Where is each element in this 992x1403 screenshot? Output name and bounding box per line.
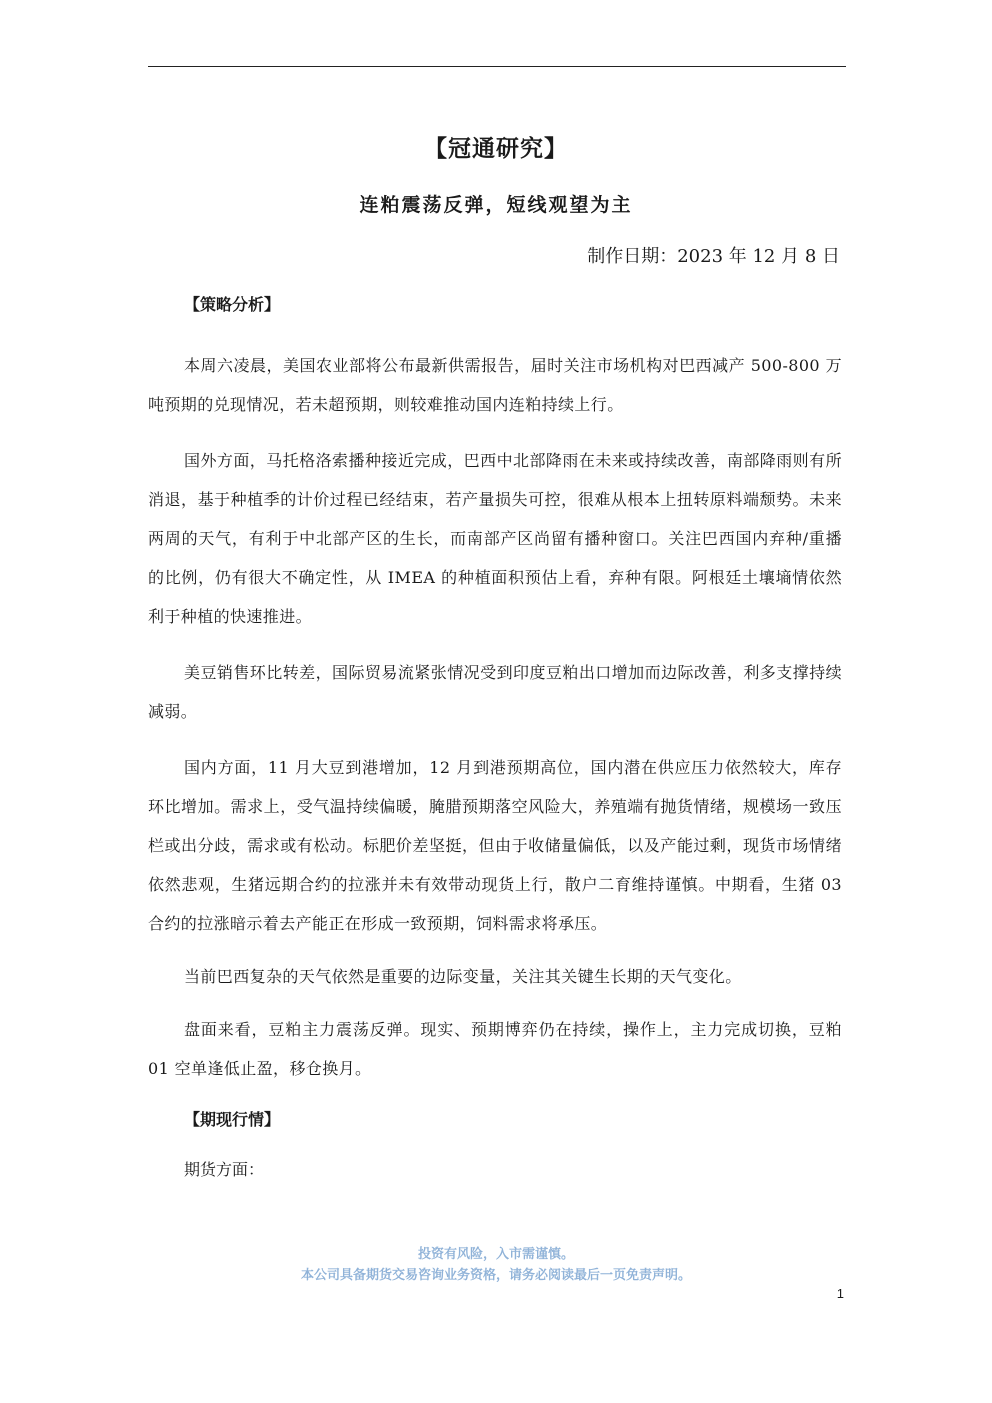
brand-title: 【冠通研究】: [424, 135, 568, 162]
disclaimer-line-1: 投资有风险，入市需谨慎。: [417, 1247, 574, 1262]
futures-label: 期货方面：: [184, 1160, 265, 1179]
header-rule: [148, 66, 846, 67]
market-heading: 【期现行情】: [184, 1110, 281, 1129]
paragraph-us-soy-sales: 美豆销售环比转差，国际贸易流紧张情况受到印度豆粕出口增加而边际改善，利多支撑持续减弱。: [148, 663, 842, 721]
report-date: 制作日期：2023 年 12 月 8 日: [587, 246, 840, 267]
report-headline: 连粕震荡反弹，短线观望为主: [359, 194, 633, 216]
disclaimer-line-2: 本公司具备期货交易咨询业务资格，请务必阅读最后一页免责声明。: [300, 1268, 691, 1283]
paragraph-brazil-weather: 当前巴西复杂的天气依然是重要的边际变量，关注其关键生长期的天气变化。: [184, 967, 742, 986]
paragraph-overseas: 国外方面，马托格洛索播种接近完成，巴西中北部降雨在未来或持续改善，南部降雨则有所消退，基于种植季的计价过程已经结束，若产量损失可控，很难从根本上扭转原料端颓势。未来两周的天气，有利于中北部产区的生长，而南部产区尚留有播种窗口。关注巴西国内弃种/重播的比例，仍有很大不确定性，从 IMEA 的种植面积预估上看，弃种有限。阿根廷土壤墒情依然利于种植的快速推进。: [148, 451, 842, 626]
paragraph-domestic: 国内方面，11 月大豆到港增加，12 月到港预期高位，国内潜在供应压力依然较大，库存环比增加。需求上，受气温持续偏暖，腌腊预期落空风险大，养殖端有抛货情绪，规模场一致压栏或出分歧，需求或有松动。标肥价差坚挺，但由于收储量偏低，以及产能过剩，现货市场情绪依然悲观，生猪远期合约的拉涨并未有效带动现货上行，散户二育维持谨慎。中期看，生猪 03 合约的拉涨暗示着去产能正在形成一致预期，饲料需求将承压。: [148, 758, 842, 933]
page-number: 1: [836, 1286, 844, 1301]
report-body: [148, 290, 842, 1185]
strategy-heading: 【策略分析】: [184, 295, 281, 314]
risk-disclaimer: [0, 1244, 992, 1286]
paragraph-usda-report: 本周六凌晨，美国农业部将公布最新供需报告，届时关注市场机构对巴西减产 500-800 万吨预期的兑现情况，若未超预期，则较难推动国内连粕持续上行。: [148, 356, 842, 414]
paragraph-market-view: 盘面来看，豆粕主力震荡反弹。现实、预期博弈仍在持续，操作上，主力完成切换，豆粕 01 空单逢低止盈，移仓换月。: [148, 1020, 842, 1078]
